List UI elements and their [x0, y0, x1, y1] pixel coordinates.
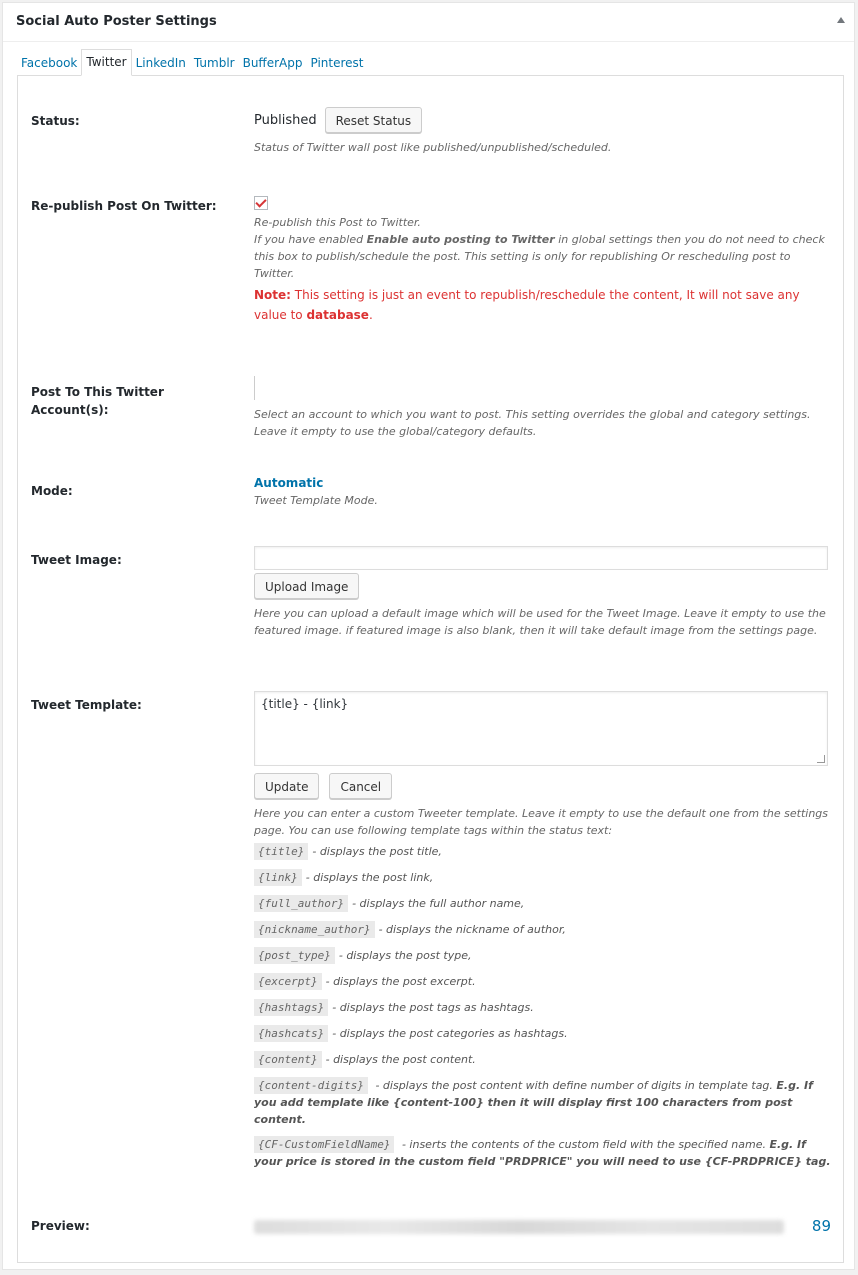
template-tag-row — [254, 969, 834, 995]
tab-linkedin[interactable]: LinkedIn — [135, 56, 186, 70]
republish-label: Re-publish Post On Twitter: — [31, 199, 217, 213]
tweet-template-description: Here you can enter a custom Tweeter template. Leave it empty to use the default one from the settings page. You can use following template tags within the status text: — [254, 807, 829, 837]
tab-facebook[interactable]: Facebook — [21, 56, 78, 70]
template-tag-desc: - displays the post excerpt. — [325, 975, 476, 988]
mode-value[interactable]: Automatic — [254, 476, 324, 490]
twitter-tab-content — [17, 75, 844, 1263]
note-label: Note: — [254, 288, 291, 302]
template-tag-desc: - displays the full author name, — [352, 897, 525, 910]
note-end: . — [368, 308, 373, 322]
template-tag-example: E.g. If your price is stored in the custom field "PRDPRICE" you will need to use {CF-PRDPRICE} tag. — [254, 1138, 831, 1168]
template-tag-desc: - displays the post type, — [338, 949, 472, 962]
reset-status-button[interactable]: Reset Status — [325, 107, 423, 133]
note-database: database — [306, 308, 369, 322]
template-tag: {title} — [254, 843, 308, 860]
republish-note — [254, 285, 834, 325]
template-tag-row — [254, 917, 834, 943]
republish-desc-line1: Re-publish this Post to Twitter. — [254, 216, 421, 229]
template-tag-row — [254, 839, 834, 865]
panel-header[interactable] — [3, 3, 854, 42]
tweet-template-field — [254, 691, 834, 1174]
account-select[interactable] — [254, 376, 255, 400]
template-tag-example: E.g. If you add template like {content-100} then it will display first 100 characters from post content. — [254, 1079, 813, 1126]
tweet-template-value: {title} - {link} — [261, 697, 349, 711]
template-tag: {hashcats} — [254, 1025, 328, 1042]
mode-label: Mode: — [31, 484, 73, 498]
template-tag-row — [254, 995, 834, 1021]
preview-text-blurred — [254, 1220, 784, 1234]
template-tag-desc: - displays the post title, — [312, 845, 442, 858]
status-label: Status: — [31, 114, 80, 128]
template-tag: {excerpt} — [254, 973, 322, 990]
template-tag-desc: - displays the post categories as hashtags. — [332, 1027, 568, 1040]
tweet-template-label: Tweet Template: — [31, 698, 142, 712]
status-value: Published — [254, 112, 317, 128]
template-tag-row — [254, 865, 834, 891]
template-tag: {link} — [254, 869, 302, 886]
template-tag-list — [254, 839, 834, 1174]
republish-desc-part-a: If you have enabled — [254, 233, 367, 246]
tweet-template-textarea[interactable] — [254, 691, 828, 766]
template-tag-row — [254, 943, 834, 969]
template-tag-desc: - displays the post link, — [305, 871, 434, 884]
template-tag-row — [254, 1132, 834, 1174]
template-tag-desc: - displays the post content with define number of digits in template tag. — [371, 1079, 777, 1092]
tweet-image-label: Tweet Image: — [31, 553, 122, 567]
tweet-image-description: Here you can upload a default image which will be used for the Tweet Image. Leave it empty to use the featured image. if featured image is also blank, then it will take default image from the settings page. — [254, 607, 826, 637]
mode-field — [254, 475, 834, 509]
settings-panel — [2, 2, 855, 1270]
upload-image-button[interactable]: Upload Image — [254, 573, 359, 599]
collapse-toggle-icon[interactable] — [837, 17, 845, 23]
template-tag-row — [254, 1021, 834, 1047]
republish-field — [254, 196, 834, 325]
account-label: Post To This Twitter Account(s): — [31, 385, 164, 417]
note-text: This setting is just an event to republish/reschedule the content, It will not save any value to — [254, 288, 800, 322]
preview-label: Preview: — [31, 1219, 90, 1233]
cancel-button[interactable]: Cancel — [329, 773, 392, 799]
account-field — [254, 376, 834, 440]
tab-bufferapp[interactable]: BufferApp — [242, 56, 303, 70]
republish-description — [254, 214, 834, 282]
template-tag: {content} — [254, 1051, 322, 1068]
template-tag: {nickname_author} — [254, 921, 375, 938]
template-tag: {hashtags} — [254, 999, 328, 1016]
template-tag-row — [254, 1073, 834, 1132]
republish-desc-bold: Enable auto posting to Twitter — [366, 233, 555, 246]
resize-handle-icon[interactable] — [817, 755, 825, 763]
tweet-image-field — [254, 546, 834, 639]
panel-title: Social Auto Poster Settings — [16, 14, 217, 29]
template-tag: {full_author} — [254, 895, 348, 912]
tab-twitter[interactable]: Twitter — [81, 49, 131, 76]
template-tag-desc: - displays the post tags as hashtags. — [332, 1001, 534, 1014]
template-tag-desc: - inserts the contents of the custom field with the specified name. — [398, 1138, 770, 1151]
template-tag-desc: - displays the nickname of author, — [378, 923, 566, 936]
character-counter: 89 — [811, 1217, 831, 1235]
template-tag-row — [254, 891, 834, 917]
mode-description: Tweet Template Mode. — [254, 494, 378, 507]
template-tag-row — [254, 1047, 834, 1073]
republish-desc-part-c: in global settings then you do not need to check this box to publish/schedule the post. This setting is only for republishing Or rescheduling post to Twitter. — [254, 233, 825, 280]
update-button[interactable]: Update — [254, 773, 319, 799]
republish-desc-line2 — [254, 231, 834, 282]
template-tag: {post_type} — [254, 947, 335, 964]
tab-tumblr[interactable]: Tumblr — [193, 56, 235, 70]
template-tag: {CF-CustomFieldName} — [254, 1136, 394, 1153]
template-tag-desc: - displays the post content. — [325, 1053, 476, 1066]
tab-pinterest[interactable]: Pinterest — [310, 56, 364, 70]
tweet-image-input[interactable] — [254, 546, 828, 570]
template-tag: {content-digits} — [254, 1077, 368, 1094]
status-description: Status of Twitter wall post like published/unpublished/scheduled. — [254, 141, 612, 154]
network-tabs — [17, 49, 367, 75]
status-field — [254, 107, 834, 156]
account-description: Select an account to which you want to post. This setting overrides the global and category settings. Leave it empty to use the global/category defaults. — [254, 408, 811, 438]
republish-checkbox[interactable] — [254, 196, 268, 210]
